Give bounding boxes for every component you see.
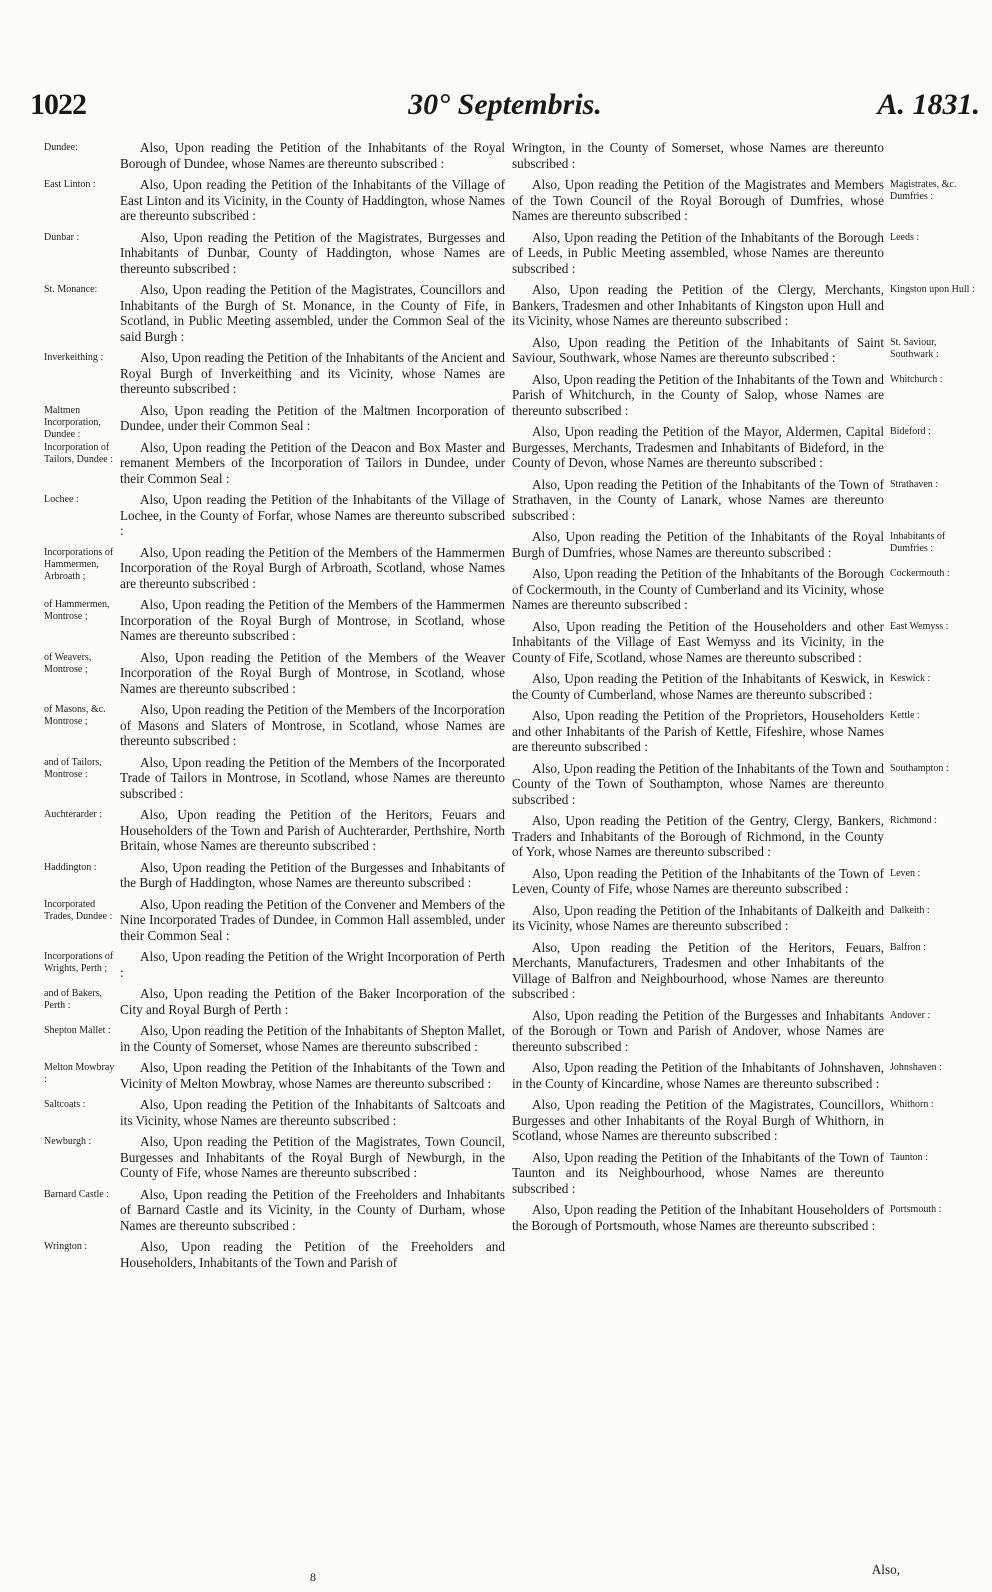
petition-text: Also, Upon reading the Petition of the Inhabitants of the Ancient and Royal Burgh of Inverkeithing and its Vicinity, whose Names are thereunto subscribed :: [120, 350, 505, 396]
petition-entry: [512, 619, 982, 666]
petition-entry: [512, 1008, 982, 1055]
petition-text: Also, Upon reading the Petition of the Inhabitants of the Town of Taunton and its Neighbourhood, whose Names are thereunto subscribed :: [512, 1149, 884, 1196]
petition-text: Also, Upon reading the Petition of the Burgesses and Inhabitants of the Borough or Town and Parish of Andover, whose Names are thereunto subscribed :: [512, 1007, 884, 1054]
margin-note: Saltcoats :: [44, 1099, 86, 1110]
margin-note: Magistrates, &c. Dumfries :: [890, 179, 957, 202]
petition-entry: [30, 755, 505, 802]
petition-text: Also, Upon reading the Petition of the Inhabitants of the Town of Strathaven, in the County of Lanark, whose Names are thereunto subscribed :: [512, 476, 884, 523]
petition-text: Also, Upon reading the Petition of the Gentry, Clergy, Bankers, Traders and Inhabitants of the Borough of Richmond, in the County of York, whose Names are thereunto subscribed :: [512, 813, 884, 859]
margin-note: Portsmouth :: [890, 1204, 942, 1215]
margin-note: Taunton :: [890, 1151, 928, 1163]
petition-text: Also, Upon reading the Petition of the Inhabitants of the Royal Borough of Dundee, whose Names are thereunto subscribed :: [120, 140, 505, 171]
petition-text: Also, Upon reading the Petition of the Maltmen Incorporation of Dundee, under their Common Seal :: [120, 402, 505, 433]
petition-entry: [512, 813, 982, 860]
margin-note: of Hammermen, Montrose ;: [44, 599, 110, 622]
petition-text: Also, Upon reading the Petition of the Burgesses and Inhabitants of the Burgh of Haddington, whose Names are thereunto subscribed :: [120, 859, 505, 890]
margin-note: Incorporations of Wrights, Perth ;: [44, 951, 114, 974]
petition-text: Also, Upon reading the Petition of the Freeholders and Householders, Inhabitants of the Town and Parish of: [120, 1239, 505, 1270]
petition-entry: [30, 177, 505, 224]
continuation-text: Wrington, in the County of Somerset, whose Names are thereunto subscribed :: [512, 140, 884, 171]
petition-text: Also, Upon reading the Petition of the Inhabitants of the Borough of Leeds, in Public Meeting assembled, whose Names are thereunto subscribed :: [512, 229, 884, 276]
petition-entry: [30, 282, 505, 344]
margin-note: Lochee :: [44, 494, 79, 505]
margin-note: Whithorn :: [890, 1099, 934, 1110]
margin-note: Inhabitants of Dumfries :: [890, 531, 946, 554]
petition-text: Also, Upon reading the Petition of the Inhabitants of Keswick, in the County of Cumberland, whose Names are thereunto subscribed :: [512, 671, 884, 702]
petition-text: Also, Upon reading the Petition of the Baker Incorporation of the City and Royal Burgh of Perth :: [120, 986, 505, 1017]
margin-note: and of Bakers, Perth :: [44, 988, 103, 1011]
margin-note: Newburgh :: [44, 1136, 92, 1147]
petition-entry: [512, 940, 982, 1002]
petition-entry: [512, 903, 982, 934]
margin-note: Southampton :: [890, 762, 949, 774]
margin-note: Kettle :: [890, 710, 920, 721]
petition-entry: [30, 1097, 505, 1128]
petition-text: Also, Upon reading the Petition of the Inhabitants of the Town of Leven, County of Fife, whose Names are thereunto subscribed :: [512, 865, 884, 896]
petition-entry: [30, 650, 505, 697]
margin-note: Strathaven :: [890, 478, 939, 490]
margin-note: Melton Mowbray :: [44, 1062, 115, 1085]
margin-note: and of Tailors, Montrose :: [44, 756, 102, 780]
petition-entry: [30, 140, 505, 171]
petition-entry: [30, 492, 505, 539]
petition-entry: [512, 708, 982, 755]
petition-entry: [30, 1023, 505, 1054]
petition-text: Also, Upon reading the Petition of the Inhabitants of Johnshaven, in the County of Kincardine, whose Names are thereunto subscribed :: [512, 1060, 884, 1091]
petition-text: Also, Upon reading the Petition of the Inhabitants of Shepton Mallet, in the County of Somerset, whose Names are thereunto subscribed :: [120, 1023, 505, 1054]
margin-note: of Masons, &c. Montrose ;: [44, 704, 106, 727]
margin-note: Dalkeith :: [890, 904, 930, 916]
petition-text: Also, Upon reading the Petition of the Proprietors, Householders and other Inhabitants of the Parish of Kettle, Fifeshire, whose Names are thereunto subscribed :: [512, 708, 884, 754]
petition-entry: [512, 335, 982, 366]
margin-note: Dundee:: [44, 142, 78, 153]
petition-entry: [512, 1202, 982, 1233]
petition-entry: [512, 1150, 982, 1197]
petition-entry: [512, 282, 982, 329]
margin-note: Bideford :: [890, 426, 931, 437]
margin-note: Haddington :: [44, 861, 97, 873]
petition-text: Also, Upon reading the Petition of the Members of the Incorporated Trade of Tailors in Montrose, in Scotland, whose Names are thereunto subscribed :: [120, 754, 505, 801]
petition-text: Also, Upon reading the Petition of the Magistrates, Burgesses and Inhabitants of Dunbar, County of Haddington, whose Names are thereunto subscribed :: [120, 229, 505, 276]
page-date-title: 30° Septembris.: [408, 88, 602, 121]
petition-text: Also, Upon reading the Petition of the Inhabitants of the Village of Lochee, in the County of Forfar, whose Names are thereunto subscribed :: [120, 492, 505, 538]
petition-text: Also, Upon reading the Petition of the Members of the Weaver Incorporation of the Royal Burgh of Montrose, in Scotland, whose Names are thereunto subscribed :: [120, 649, 505, 696]
petition-entry: [512, 1060, 982, 1091]
margin-note: Whitchurch :: [890, 373, 943, 385]
petition-text: Also, Upon reading the Petition of the Mayor, Aldermen, Capital Burgesses, Merchants, Tradesmen and Inhabitants of Bideford, in the County of Devon, whose Names are thereunto subscribed :: [512, 424, 884, 470]
margin-note: Barnard Castle :: [44, 1188, 109, 1200]
margin-note: Balfron :: [890, 941, 926, 953]
margin-note: Kingston upon Hull :: [890, 284, 975, 295]
margin-note: Incorporation of Tailors, Dundee :: [44, 441, 114, 465]
petition-entry: [30, 986, 505, 1017]
petition-entry: [30, 402, 505, 440]
petition-entry: [30, 702, 505, 749]
petition-entry: [512, 177, 982, 224]
margin-note: Keswick :: [890, 673, 931, 684]
printer-signature: 8: [310, 1570, 316, 1584]
petition-entry: [30, 230, 505, 277]
petition-entry: [30, 440, 505, 487]
petition-entry: [512, 372, 982, 419]
margin-note: Johnshaven :: [890, 1062, 942, 1073]
left-column: [30, 140, 505, 1276]
petition-entry: [30, 597, 505, 644]
petition-text: Also, Upon reading the Petition of the Wright Incorporation of Perth :: [120, 949, 505, 980]
petition-text: Also, Upon reading the Petition of the Deacon and Box Master and remanent Members of the Incorporation of Tailors in Dundee, under their Common Seal :: [120, 439, 505, 486]
margin-note: Leeds :: [890, 231, 920, 243]
petition-text: Also, Upon reading the Petition of the Inhabitants of the Town and Vicinity of Melton Mowbray, whose Names are thereunto subscribed :: [120, 1060, 505, 1091]
petition-entry: [30, 807, 505, 854]
petition-entry: [30, 1134, 505, 1181]
margin-note: Incorporated Trades, Dundee :: [44, 898, 113, 922]
petition-text: Also, Upon reading the Petition of the Inhabitants of the Borough of Cockermouth, in the County of Cumberland and its Vicinity, whose Names are thereunto subscribed :: [512, 566, 884, 612]
margin-note: Richmond :: [890, 815, 937, 826]
petition-entry: [30, 1239, 505, 1270]
petition-entry: [30, 897, 505, 944]
petition-entry: [512, 230, 982, 277]
margin-note: Leven :: [890, 867, 921, 879]
petition-entry: [512, 477, 982, 524]
petition-entry: [30, 860, 505, 891]
margin-note: Andover :: [890, 1009, 931, 1021]
petition-text: Also, Upon reading the Petition of the Inhabitants of the Town and County of the Town of Southampton, whose Names are thereunto subscribed :: [512, 760, 884, 807]
page-header: [30, 88, 980, 128]
right-column: [512, 140, 982, 1239]
petition-entry: [512, 1097, 982, 1144]
petition-text: Also, Upon reading the Petition of the Inhabitants of Saltcoats and its Vicinity, whose Names are thereunto subscribed :: [120, 1097, 505, 1128]
petition-text: Also, Upon reading the Petition of the Members of the Hammermen Incorporation of the Royal Burgh of Arbroath, Scotland, whose Names are thereunto subscribed :: [120, 544, 505, 591]
margin-note: of Weavers, Montrose ;: [44, 651, 92, 675]
petition-entry: [30, 949, 505, 980]
continuation-entry: [512, 140, 982, 171]
petition-text: Also, Upon reading the Petition of the Householders and other Inhabitants of the Village of East Wemyss and its Vicinity, in the County of Fife, Scotland, whose Names are thereunto subscribed :: [512, 618, 884, 665]
petition-entry: [512, 424, 982, 471]
petition-text: Also, Upon reading the Petition of the Freeholders and Inhabitants of Barnard Castle and its Vicinity, in the County of Durham, whose Names are thereunto subscribed :: [120, 1186, 505, 1233]
margin-note: Inverkeithing :: [44, 352, 104, 363]
petition-text: Also, Upon reading the Petition of the Magistrates and Members of the Town Council of the Royal Borough of Dumfries, whose Names are thereunto subscribed :: [512, 177, 884, 223]
margin-note: Cockermouth :: [890, 568, 950, 579]
margin-note: Incorporations of Hammermen, Arbroath ;: [44, 546, 114, 582]
margin-note: Wrington :: [44, 1241, 88, 1252]
petition-text: Also, Upon reading the Petition of the Inhabitants of the Town and Parish of Whitchurch, in the County of Salop, whose Names are thereunto subscribed :: [512, 371, 884, 418]
petition-text: Also, Upon reading the Petition of the Magistrates, Councillors and Inhabitants of the Burgh of St. Monance, in the County of Fife, in Scotland, in Public Meeting assembled, under the Common Seal of the said Burgh :: [120, 282, 505, 344]
margin-note: Shepton Mallet :: [44, 1025, 111, 1036]
page-year: A. 1831.: [877, 88, 980, 121]
petition-entry: [512, 529, 982, 560]
petition-entry: [30, 545, 505, 592]
petition-text: Also, Upon reading the Petition of the Inhabitants of Saint Saviour, Southwark, whose Names are thereunto subscribed :: [512, 334, 884, 365]
petition-text: Also, Upon reading the Petition of the Convener and Members of the Nine Incorporated Trades of Dundee, in Common Hall assembled, under their Common Seal :: [120, 896, 505, 943]
petition-text: Also, Upon reading the Petition of the Heritors, Feuars, Merchants, Manufacturers, Tradesmen and other Inhabitants of the Village of Balfron and Neighbourhood, whose Names are thereunto subscribed :: [512, 939, 884, 1001]
petition-text: Also, Upon reading the Petition of the Magistrates, Town Council, Burgesses and Inhabitants of the Royal Burgh of Newburgh, in the County of Fife, whose Names are thereunto subscribed :: [120, 1134, 505, 1180]
margin-note: Auchterarder :: [44, 809, 103, 820]
petition-entry: [512, 566, 982, 613]
petition-text: Also, Upon reading the Petition of the Heritors, Feuars and Householders of the Town and Parish of Auchterarder, Perthshire, North Britain, whose Names are thereunto subscribed :: [120, 807, 505, 853]
margin-note: St. Saviour, Southwark :: [890, 336, 939, 360]
petition-entry: [512, 866, 982, 897]
petition-text: Also, Upon reading the Petition of the Inhabitant Householders of the Borough of Portsmouth, whose Names are thereunto subscribed :: [512, 1202, 884, 1233]
margin-note: Dunbar :: [44, 231, 80, 243]
margin-note: East Wemyss :: [890, 620, 949, 632]
petition-text: Also, Upon reading the Petition of the Members of the Incorporation of Masons and Slaters of Montrose, in Scotland, whose Names are thereunto subscribed :: [120, 702, 505, 748]
margin-note: Maltmen Incorporation, Dundee :: [44, 404, 101, 440]
margin-note: St. Monance:: [44, 284, 98, 295]
petition-entry: [30, 350, 505, 397]
petition-text: Also, Upon reading the Petition of the Inhabitants of the Royal Burgh of Dumfries, whose Names are thereunto subscribed :: [512, 529, 884, 560]
petition-entry: [30, 1187, 505, 1234]
petition-entry: [512, 761, 982, 808]
petition-entry: [512, 671, 982, 702]
catchword: Also,: [871, 1562, 900, 1577]
petition-text: Also, Upon reading the Petition of the Clergy, Merchants, Bankers, Tradesmen and other Inhabitants of Kingston upon Hull and its Vicinity, whose Names are thereunto subscribed :: [512, 282, 884, 328]
petition-text: Also, Upon reading the Petition of the Inhabitants of Dalkeith and its Vicinity, whose Names are thereunto subscribed :: [512, 902, 884, 933]
petition-text: Also, Upon reading the Petition of the Members of the Hammermen Incorporation of the Royal Burgh of Montrose, in Scotland, whose Names are thereunto subscribed :: [120, 597, 505, 643]
petition-entry: [30, 1060, 505, 1091]
petition-text: Also, Upon reading the Petition of the Inhabitants of the Village of East Linton and its Vicinity, in the County of Haddington, whose Names are thereunto subscribed :: [120, 177, 505, 223]
petition-text: Also, Upon reading the Petition of the Magistrates, Councillors, Burgesses and other Inhabitants of the Royal Burgh of Whithorn, in Scotland, whose Names are thereunto subscribed :: [512, 1097, 884, 1143]
page-number: 1022: [30, 88, 86, 121]
margin-note: East Linton :: [44, 179, 96, 190]
